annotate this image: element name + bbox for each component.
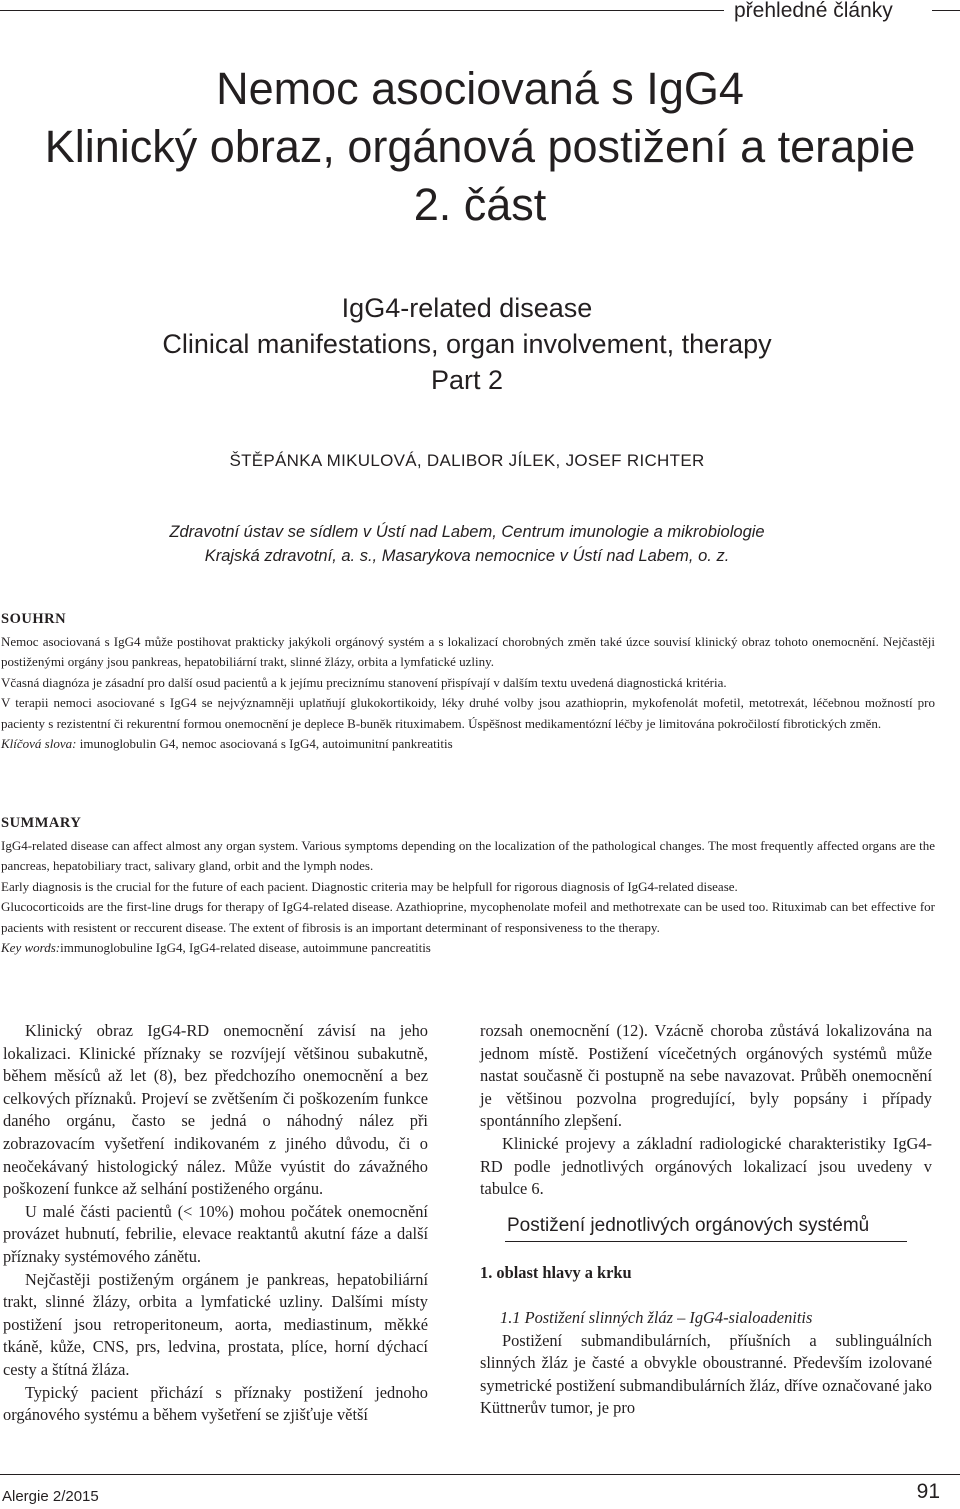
- subtitle-line-1: IgG4-related disease: [341, 293, 593, 323]
- affiliation: [0, 520, 934, 568]
- abstract-czech-heading: SOUHRN: [1, 611, 67, 627]
- english-title: [0, 290, 934, 398]
- body-paragraph: Typický pacient přichází s příznaky postižení jednoho orgánového systému a během vyšetření se zjišťuje větší: [3, 1382, 428, 1425]
- subtitle-line-2: Clinical manifestations, organ involvement, therapy: [162, 329, 772, 359]
- title-line-3: 2. část: [413, 179, 547, 230]
- abstract-czech-keywords: [1, 734, 935, 755]
- abstract-english-paragraph: Early diagnosis is the crucial for the future of each pacient. Diagnostic criteria may be helpfull for rigorous diagnosis of IgG4-related disease.: [1, 878, 738, 894]
- abstract-english-paragraph: IgG4-related disease can affect almost any organ system. Various symptoms depending on the localization of the pathological changes. The most frequently affected organs are the pancreas, hepatobiliary tract, salivary gland, orbit and the lymph nodes.: [1, 837, 935, 873]
- affiliation-line-1: Zdravotní ústav se sídlem v Ústí nad Labem, Centrum imunologie a mikrobiologie: [169, 523, 765, 541]
- section-tag: přehledné články: [734, 0, 893, 22]
- body-paragraph: Klinické projevy a základní radiologické charakteristiky IgG4-RD podle jednotlivých orgánových lokalizací jsou uvedeny v tabulce 6.: [480, 1133, 932, 1199]
- abstract-czech: [1, 609, 935, 755]
- abstract-english: [1, 813, 935, 959]
- abstract-english-paragraph: Glucocorticoids are the first-line drugs for therapy of IgG4-related disease. Azathioprine, mycophenolate mofeil and methotrexate can be used too. Rituximab can bet effective for pacients with resistent or reccurent disease. The extent of fibrosis is an important determinant of responsiveness to the therapy.: [1, 899, 935, 935]
- body-paragraph: Postižení submandibulárních, příušních a sublinguálních slinných žláz je časté a obvykle oboustranné. Především izolované symetrické postižení submandibulárních žláz, dříve označované jako Küttnerův tumor, je pro: [480, 1330, 932, 1418]
- title-line-2: Klinický obraz, orgánová postižení a terapie: [44, 121, 916, 172]
- body-paragraph: Nejčastěji postiženým orgánem je pankreas, hepatobiliární trakt, slinné žlázy, orbita a lymfatické uzliny. Dalšími místy postižení jsou retroperitoneum, aorta, mediastinum, měkké tkáně, kůže, CNS, prs, ledvina, prostata, plíce, horní dýchací cesty a štítná žláza.: [3, 1269, 428, 1379]
- subsubsection-heading: 1.1 Postižení slinných žláz – IgG4-sialoadenitis: [500, 1307, 813, 1327]
- abstract-english-keywords: [1, 938, 935, 959]
- article-title: [0, 60, 960, 234]
- keywords-label: Klíčová slova:: [1, 736, 77, 751]
- abstract-czech-paragraph: Nemoc asociovaná s IgG4 může postihovat prakticky jakýkoli orgánový systém a s lokalizací chorobných změn také úzce souvisí klinický obraz tohoto onemocnění. Nejčastěji postiženými orgány jsou pankreas, hepatobiliární trakt, slinné žlázy, orbita a lymfatické uzliny.: [1, 633, 935, 669]
- footer-rule: [0, 1474, 960, 1475]
- keywords-label: Key words:: [1, 940, 61, 955]
- body-paragraph: U malé části pacientů (< 10%) mohou počátek onemocnění provázet hubnutí, febrilie, elevace reaktantů akutní fáze a další příznaky systémového zánětu.: [3, 1201, 428, 1266]
- journal-issue: Alergie 2/2015: [2, 1488, 99, 1505]
- body-paragraph: rozsah onemocnění (12). Vzácně choroba zůstává lokalizována na jednom místě. Postižení vícečetných orgánových systémů může nastat současně či postupně na sebe navazovat. Průběh onemocnění je většinou pozvolna progredující, byly popsány i případy spontánního zlepšení.: [480, 1021, 932, 1131]
- abstract-czech-paragraph: V terapii nemoci asociované s IgG4 se nejvýznamněji uplatňují glukokortikoidy, léky druhé volby jsou azathioprin, mykofenolát mofetil, metotrexát, léčebnou možností pro pacienty s rezistentní či rekurentní formou onemocnění je deplece B-buněk rituximabem. Úspěšnost medikamentózní léčby je limitována pokročilostí fibrotických změn.: [1, 695, 935, 731]
- abstract-czech-paragraph: Včasná diagnóza je zásadní pro další osud pacientů a k jejímu preciznímu stanovení přispívají v dalším textu uvedená diagnostická kritéria.: [1, 674, 727, 690]
- body-paragraph: Klinický obraz IgG4-RD onemocnění závisí na jeho lokalizaci. Klinické příznaky se rozvíjejí většinou subakutně, během měsíců až let (8), bez předchozího onemocnění a bez celkových příznaků. Projeví se zvětšením či poškozením funkce daného orgánu, často se jedná o náhodný nález při zobrazovacím vyšetření indikovaném z jiného důvodu, či o neočekávaný histologický nález. Může vyústit do závažného poškození funkce až selhání postiženého orgánu.: [3, 1021, 428, 1199]
- section-heading: Postižení jednotlivých orgánových systémů: [505, 1215, 907, 1243]
- affiliation-line-2: Krajská zdravotní, a. s., Masarykova nemocnice v Ústí nad Labem, o. z.: [204, 547, 730, 565]
- keywords-text: imunoglobulin G4, nemoc asociovaná s IgG4, autoimunitní pankreatitis: [76, 736, 453, 751]
- header-rule: [0, 10, 724, 11]
- abstract-english-heading: SUMMARY: [1, 815, 82, 831]
- authors: ŠTĚPÁNKA MIKULOVÁ, DALIBOR JÍLEK, JOSEF RICHTER: [229, 451, 705, 470]
- page-number: 91: [916, 1480, 940, 1503]
- body-column-right: [480, 1020, 932, 1420]
- header-rule-right: [932, 10, 960, 11]
- keywords-text: immunoglobuline IgG4, IgG4-related disease, autoimmune pancreatitis: [60, 940, 431, 955]
- body-column-left: [3, 1020, 428, 1427]
- title-line-1: Nemoc asociovaná s IgG4: [216, 63, 744, 114]
- subsection-heading: 1. oblast hlavy a krku: [480, 1263, 632, 1283]
- subtitle-line-3: Part 2: [430, 365, 504, 395]
